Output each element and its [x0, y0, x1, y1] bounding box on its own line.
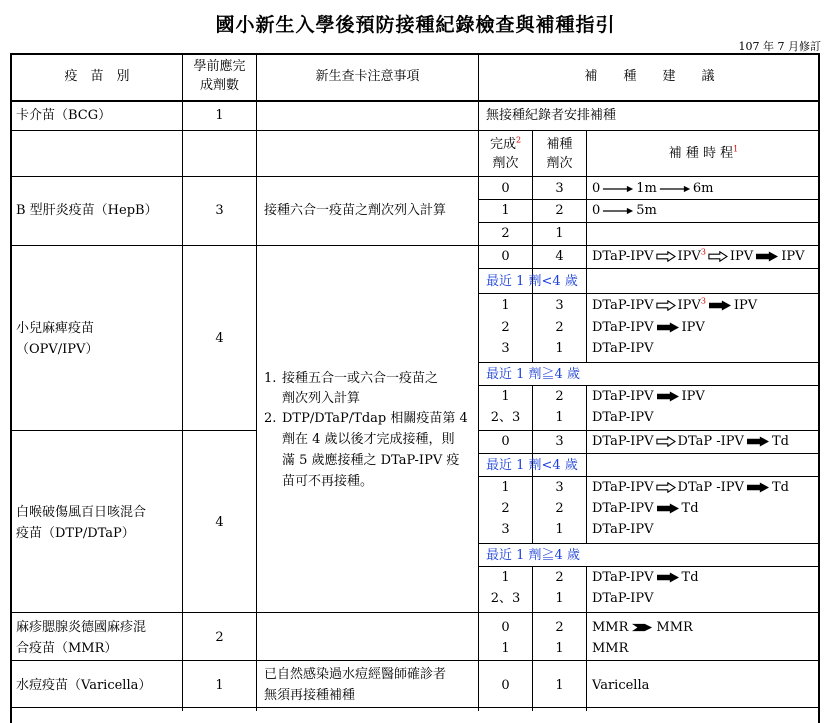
dtp-u1-a: DTaP-IPV	[592, 501, 654, 516]
varicella-name: 水痘疫苗（Varicella）	[16, 678, 152, 693]
hollow-arrow-icon	[656, 482, 676, 493]
bold-arrow-icon	[708, 300, 732, 311]
bcg-advice: 無接種紀錄者安排補種	[486, 108, 617, 123]
opv-u0-c: IPV	[733, 298, 758, 313]
opv-u0-catch: 3	[555, 298, 564, 313]
rule-opv-end-left	[10, 430, 256, 431]
dtp-u1-catch: 2	[555, 501, 564, 516]
rule-dtp-under4	[478, 476, 820, 477]
arrow-right-icon	[659, 184, 691, 194]
dtp-row0-a: DTaP-IPV	[592, 434, 654, 449]
hepb-doses: 3	[215, 203, 224, 218]
opv-u2-a: DTaP-IPV	[592, 341, 654, 356]
rule-opv-0	[478, 268, 820, 269]
rule-opv-under4	[478, 293, 820, 294]
dtp-u1-b: Td	[681, 501, 699, 516]
dtp-o1-a: DTaP-IPV	[592, 591, 654, 606]
dtp-name-line1: 白喉破傷風百日咳混合	[16, 505, 147, 520]
bold-arrow-icon	[656, 391, 680, 402]
rule-col-doses	[182, 53, 183, 711]
bold-arrow-icon	[656, 322, 680, 333]
rule-varicella-end	[10, 707, 820, 708]
dtp-row0-schedule	[592, 434, 789, 450]
opv-o0-a: DTaP-IPV	[592, 389, 654, 404]
dtp-u0-catch: 3	[555, 480, 564, 495]
bold-arrow-icon	[656, 503, 680, 514]
hepb-row0-s2: 6m	[692, 181, 714, 196]
bold-arrow-icon	[755, 251, 779, 262]
dtp-u0-done: 1	[501, 480, 510, 495]
hepb-row1-catch: 2	[555, 203, 564, 218]
arrow-right-icon	[602, 206, 634, 216]
dtp-row0-b: DTaP -IPV	[677, 434, 744, 449]
opv-u0-schedule	[592, 298, 757, 314]
mmr-name-line1: 麻疹腮腺炎德國麻疹混	[16, 620, 147, 635]
mmr-row0-schedule	[592, 620, 693, 636]
mmr-row0-a: MMR	[592, 620, 629, 635]
subheader-catchup-line2: 劑次	[546, 156, 573, 171]
footnote-3-mark: 3	[700, 247, 706, 257]
dtp-o1-catch: 1	[555, 591, 564, 606]
opv-o1-done: 2、3	[490, 410, 521, 425]
opv-u2-catch: 1	[555, 341, 564, 356]
rule-subheader	[10, 176, 820, 177]
opv-u1-a: DTaP-IPV	[592, 320, 654, 335]
opv-o0-b: IPV	[681, 389, 705, 404]
opv-name-line2: （OPV/IPV）	[16, 342, 99, 357]
mmr-doses: 2	[215, 630, 224, 645]
bold-arrow-icon	[746, 482, 770, 493]
dtp-o0-b: Td	[681, 570, 699, 585]
bold-arrow-icon	[746, 436, 770, 447]
subheader-completed	[479, 137, 532, 153]
mmr-row1-catch: 1	[555, 641, 564, 656]
rule-mmr-end	[10, 660, 820, 661]
rule-dtp-over4	[478, 566, 820, 567]
header-advice: 補 種 建 議	[584, 69, 715, 84]
note-1-num: 1.	[264, 371, 277, 386]
document-title: 國小新生入學後預防接種紀錄檢查與補種指引	[215, 14, 616, 36]
opv-u0-b: IPV	[677, 298, 701, 313]
hepb-row2-done: 2	[501, 226, 510, 241]
opv-u1-catch: 2	[555, 320, 564, 335]
mmr-row0-b: MMR	[656, 620, 693, 635]
dtp-row0-catch: 3	[555, 434, 564, 449]
dtp-o1-done: 2、3	[490, 591, 521, 606]
note-2-line3: 滿 5 歲應接種之 DTaP-IPV 疫	[282, 453, 460, 468]
dtp-under4-label: 最近 1 劑<4 歲	[486, 458, 578, 473]
hepb-row0-schedule	[592, 181, 714, 197]
subheader-completed-line2: 劑次	[492, 156, 519, 171]
dtp-o0-schedule	[592, 570, 699, 586]
rule-hepb-1	[478, 199, 820, 200]
note-2-num: 2.	[264, 411, 277, 426]
opv-u0-a: DTaP-IPV	[592, 298, 654, 313]
dtp-u0-schedule	[592, 480, 789, 496]
mmr-row1-done: 1	[501, 641, 510, 656]
opv-row0-a: DTaP-IPV	[592, 249, 654, 264]
note-2-line2: 劑在 4 歲以後才完成接種，則	[282, 432, 455, 447]
dtp-o0-a: DTaP-IPV	[592, 570, 654, 585]
rule-col-catch-c	[586, 385, 587, 476]
dtp-o0-catch: 2	[555, 570, 564, 585]
hepb-row1-done: 1	[501, 203, 510, 218]
header-notes: 新生查卡注意事項	[315, 69, 420, 84]
varicella-note-line2: 無須再接種補種	[264, 688, 356, 703]
dtp-u2-done: 3	[501, 522, 510, 537]
revision-date: 107 年 7 月修訂	[738, 40, 821, 53]
note-2-line1: DTP/DTaP/Tdap 相關疫苗第 4	[282, 411, 468, 426]
footnote-2-mark: 2	[515, 135, 522, 145]
rule-opv-u-end	[478, 362, 820, 363]
dtp-name-line2: 疫苗（DTP/DTaP）	[16, 526, 135, 541]
opv-o0-done: 1	[501, 389, 510, 404]
opv-row0-done: 0	[501, 249, 510, 264]
note-1-line2: 劑次列入計算	[282, 391, 361, 406]
opv-under4-label: 最近 1 劑<4 歲	[486, 274, 578, 289]
dtp-u0-b: DTaP -IPV	[677, 480, 744, 495]
rule-hepb-2	[478, 222, 820, 223]
rule-dtp-end	[10, 612, 820, 613]
opv-name-line1: 小兒麻痺疫苗	[16, 321, 95, 336]
rule-opv-end-right	[478, 430, 820, 431]
header-doses-line1: 學前應完	[193, 59, 246, 74]
dtp-u2-catch: 1	[555, 522, 564, 537]
rule-hepb-end	[10, 245, 820, 246]
bcg-doses: 1	[215, 108, 224, 123]
mmr-row1-a: MMR	[592, 641, 629, 656]
dtp-over4-label: 最近 1 劑≧4 歲	[486, 548, 580, 563]
mmr-row0-catch: 2	[555, 620, 564, 635]
rule-col-catch-e	[586, 566, 587, 711]
hollow-arrow-icon	[708, 251, 728, 262]
note-2-line4: 苗可不再接種。	[282, 474, 374, 489]
opv-o0-catch: 2	[555, 389, 564, 404]
varicella-done: 0	[501, 678, 510, 693]
dtp-u0-c: Td	[771, 480, 789, 495]
opv-u1-schedule	[592, 320, 705, 336]
opv-row0-schedule	[592, 249, 804, 265]
footnote-3-mark: 3	[700, 296, 706, 306]
opv-row0-b: IPV	[677, 249, 701, 264]
rule-dtp-u-end	[478, 543, 820, 544]
hepb-row2-catch: 1	[555, 226, 564, 241]
hollow-arrow-icon	[656, 251, 676, 262]
varicella-catch: 1	[555, 678, 564, 693]
opv-u2-done: 3	[501, 341, 510, 356]
bold-arrow-icon	[656, 572, 680, 583]
mmr-row0-done: 0	[501, 620, 510, 635]
opv-o1-a: DTaP-IPV	[592, 410, 654, 425]
opv-u1-done: 2	[501, 320, 510, 335]
subheader-completed-line1: 完成	[489, 137, 516, 152]
opv-row0-c: IPV	[729, 249, 754, 264]
rule-bcg	[10, 130, 820, 131]
dtp-u1-schedule	[592, 501, 699, 517]
opv-o0-schedule	[592, 389, 705, 405]
rule-col-catch-d	[586, 476, 587, 543]
header-vaccine: 疫 苗 別	[64, 69, 130, 84]
opv-row0-catch: 4	[555, 249, 564, 264]
hepb-row1-s1: 5m	[636, 203, 657, 218]
bcg-name: 卡介苗（BCG）	[16, 108, 112, 123]
subheader-schedule	[587, 146, 820, 162]
arrow-right-icon	[602, 184, 634, 194]
rule-header	[10, 100, 820, 102]
hepb-row0-s1: 1m	[636, 181, 657, 196]
chevron-arrow-icon	[630, 622, 654, 633]
dtp-u0-a: DTaP-IPV	[592, 480, 654, 495]
opv-u1-b: IPV	[681, 320, 705, 335]
dtp-row0-c: Td	[771, 434, 789, 449]
subheader-schedule-text: 補 種 時 程	[668, 146, 734, 161]
varicella-doses: 1	[215, 678, 224, 693]
rule-col-catch-b	[586, 293, 587, 362]
note-1-line1: 接種五合一或六合一疫苗之	[282, 371, 439, 386]
dtp-u2-a: DTaP-IPV	[592, 522, 654, 537]
varicella-schedule: Varicella	[592, 678, 650, 693]
hepb-name: B 型肝炎疫苗（HepB）	[16, 203, 158, 218]
hepb-row0-done: 0	[501, 181, 510, 196]
opv-o1-catch: 1	[555, 410, 564, 425]
opv-row0-d: IPV	[781, 249, 805, 264]
hollow-arrow-icon	[656, 436, 676, 447]
opv-doses: 4	[215, 331, 224, 346]
rule-dtp-0	[478, 453, 820, 454]
rule-opv-over4	[478, 385, 820, 386]
hepb-row1-s0: 0	[592, 203, 601, 218]
hepb-row0-s0: 0	[592, 181, 601, 196]
opv-u0-done: 1	[501, 298, 510, 313]
dtp-row0-done: 0	[501, 434, 510, 449]
header-doses-line2: 成劑數	[199, 78, 239, 93]
varicella-note-line1: 已自然感染過水痘經醫師確診者	[264, 667, 447, 682]
footnote-1-mark: 1	[733, 144, 739, 154]
dtp-o0-done: 1	[501, 570, 510, 585]
subheader-catchup-line1: 補種	[546, 137, 573, 152]
dtp-u1-done: 2	[501, 501, 510, 516]
hepb-row1-schedule	[592, 203, 657, 219]
rule-col-notes	[256, 53, 257, 711]
hepb-row0-catch: 3	[555, 181, 564, 196]
dtp-doses: 4	[215, 515, 224, 530]
hollow-arrow-icon	[656, 300, 676, 311]
mmr-name-line2: 合疫苗（MMR）	[16, 641, 118, 656]
hepb-note: 接種六合一疫苗之劑次列入計算	[264, 203, 447, 218]
opv-over4-label: 最近 1 劑≧4 歲	[486, 367, 580, 382]
